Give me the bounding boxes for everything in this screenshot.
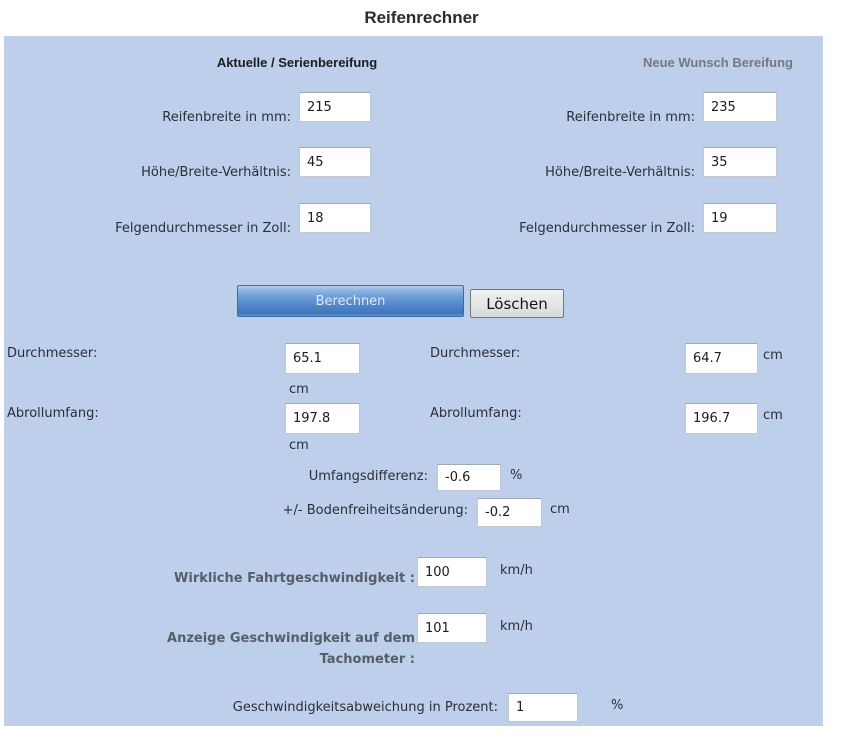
- output-circumference-new[interactable]: [685, 403, 758, 434]
- label-indicated-speed-line2: Tachometer :: [319, 652, 415, 667]
- input-rim-diameter-current[interactable]: [299, 203, 371, 233]
- input-aspect-ratio-new[interactable]: [703, 147, 777, 177]
- label-circumference-current: Abrollumfang:: [7, 406, 99, 421]
- header-current-tires: Aktuelle / Serienbereifung: [216, 55, 378, 70]
- label-tire-width-new: Reifenbreite in mm:: [566, 110, 695, 125]
- output-circumference-difference[interactable]: [437, 464, 501, 491]
- unit-circumference-current: cm: [289, 438, 309, 453]
- input-indicated-speed[interactable]: [417, 613, 487, 643]
- reset-button[interactable]: Löschen: [470, 289, 564, 318]
- header-new-tires: Neue Wunsch Bereifung: [642, 55, 793, 70]
- input-aspect-ratio-current[interactable]: [299, 147, 371, 177]
- label-diameter-current: Durchmesser:: [7, 346, 98, 361]
- unit-ground-clearance-change: cm: [550, 502, 570, 517]
- unit-actual-speed: km/h: [500, 563, 533, 578]
- label-actual-speed: Wirkliche Fahrtgeschwindigkeit :: [174, 571, 415, 586]
- label-circumference-difference: Umfangsdifferenz:: [308, 469, 428, 484]
- label-diameter-new: Durchmesser:: [430, 346, 521, 361]
- calculator-panel: [4, 36, 823, 726]
- unit-circumference-new: cm: [763, 408, 783, 423]
- output-ground-clearance-change[interactable]: [477, 498, 542, 527]
- output-diameter-new[interactable]: [685, 343, 758, 374]
- label-circumference-new: Abrollumfang:: [430, 406, 522, 421]
- input-tire-width-new[interactable]: [703, 92, 777, 122]
- label-indicated-speed-line1: Anzeige Geschwindigkeit auf dem: [167, 631, 415, 646]
- unit-diameter-current: cm: [289, 382, 309, 397]
- unit-speed-deviation: %: [611, 698, 624, 713]
- output-circumference-current[interactable]: [285, 403, 360, 434]
- label-rim-diameter-new: Felgendurchmesser in Zoll:: [519, 221, 695, 236]
- label-aspect-ratio-new: Höhe/Breite-Verhältnis:: [545, 165, 695, 180]
- page-title: Reifenrechner: [364, 8, 479, 27]
- label-aspect-ratio-current: Höhe/Breite-Verhältnis:: [141, 165, 291, 180]
- input-actual-speed[interactable]: [417, 557, 487, 587]
- label-rim-diameter-current: Felgendurchmesser in Zoll:: [115, 221, 291, 236]
- input-rim-diameter-new[interactable]: [703, 203, 777, 233]
- output-diameter-current[interactable]: [285, 343, 360, 374]
- label-ground-clearance-change: +/- Bodenfreiheitsänderung:: [282, 503, 468, 518]
- unit-circumference-difference: %: [510, 468, 523, 483]
- label-speed-deviation: Geschwindigkeitsabweichung in Prozent:: [232, 700, 498, 715]
- calculate-button[interactable]: Berechnen: [237, 285, 464, 317]
- label-indicated-speed: [85, 628, 415, 670]
- unit-indicated-speed: km/h: [500, 619, 533, 634]
- label-tire-width-current: Reifenbreite in mm:: [162, 110, 291, 125]
- output-speed-deviation[interactable]: [508, 693, 578, 722]
- unit-diameter-new: cm: [763, 348, 783, 363]
- input-tire-width-current[interactable]: [299, 92, 371, 122]
